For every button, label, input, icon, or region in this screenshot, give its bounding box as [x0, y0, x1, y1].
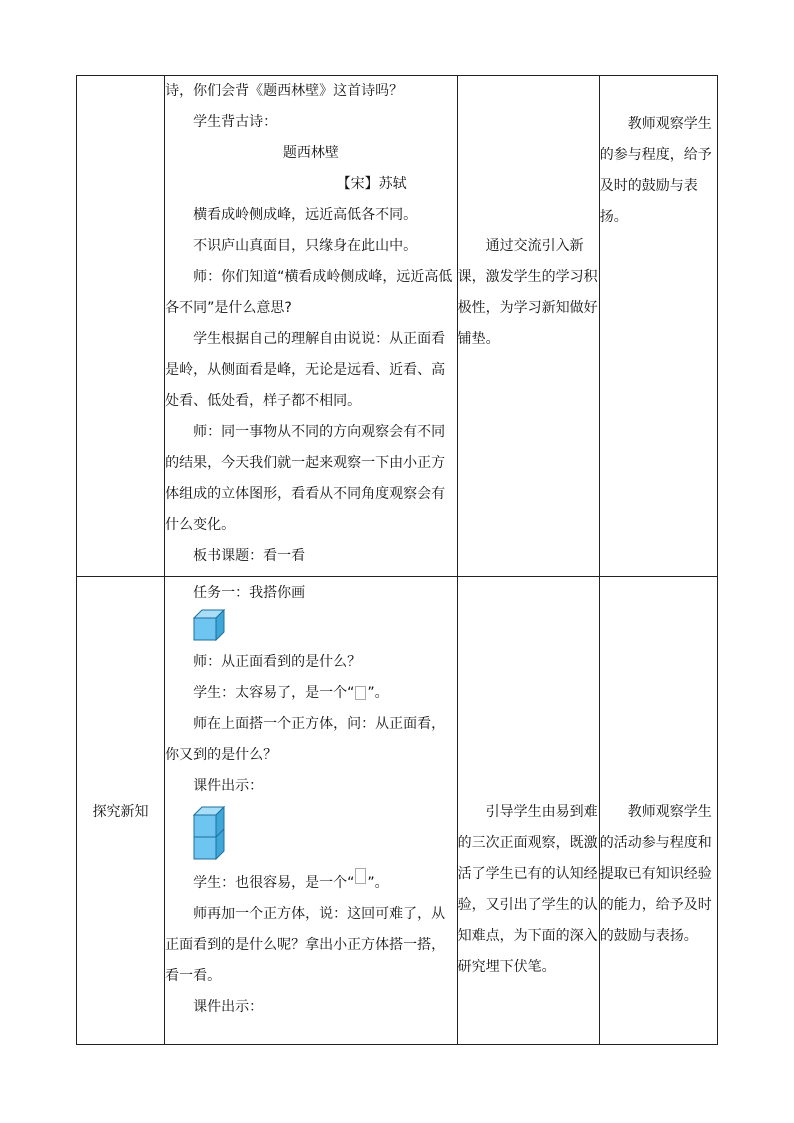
text-fragment: 学生：也很容易，是一个“: [193, 875, 355, 891]
intent-cell: [457, 76, 599, 577]
evaluation-cell: [599, 577, 717, 1045]
text-fragment: 学生：太容易了，是一个“: [193, 685, 355, 701]
square-icon: [355, 686, 366, 700]
text-fragment: ”。: [367, 875, 389, 891]
stage-cell: 探究新知: [77, 577, 165, 1045]
poem-author: 【宋】苏轼: [336, 176, 407, 192]
text-fragment: ”。: [367, 685, 389, 701]
poem-line: 横看成岭侧成峰，远近高低各不同。: [193, 207, 418, 223]
text-line: 板书课题：看一看: [193, 548, 306, 564]
text-paragraph: 师：同一事物从不同的方向观察会有不同的结果，今天我们就一起来观察一下由小正方体组成的立体图形，看看从不同角度观察会有什么变化。: [165, 424, 446, 533]
evaluation-cell: [599, 76, 717, 577]
text-line: 师：从正面看到的是什么？: [193, 654, 362, 670]
stacked-cubes-figure: [165, 802, 456, 868]
poem-title: 题西林壁: [282, 145, 339, 161]
text-line: 课件出示：: [193, 999, 264, 1015]
table-row: [77, 76, 718, 577]
stage-cell: [77, 76, 165, 577]
text-line: 课件出示：: [193, 778, 264, 794]
text-paragraph: 师再加一个正方体，说：这回可难了，从正面看到的是什么呢？拿出小正方体搭一搭，看一看。: [165, 906, 446, 984]
stacked-cubes-icon: [193, 806, 225, 860]
text-paragraph: 师在上面搭一个正方体，问：从正面看，你又到的是什么？: [165, 716, 446, 763]
text-paragraph: 引导学生由易到难的三次正面观察，既激活了学生已有的认知经验，又引出了学生的认知难点，为下面的深入研究埋下伏笔。: [457, 804, 598, 975]
text-paragraph: 通过交流引入新课，激发学生的学习积极性，为学习新知做好铺垫。: [457, 238, 598, 347]
text-line: 诗，你们会背《题西林壁》这首诗吗？: [165, 83, 404, 99]
text-line: 任务一：我搭你画: [193, 585, 306, 601]
single-cube-figure: [165, 609, 456, 647]
poem-line: 不识庐山真面目，只缘身在此山中。: [193, 238, 418, 254]
text-paragraph: 教师观察学生的活动参与程度和提取已有知识经验的能力，给予及时的鼓励与表扬。: [599, 804, 712, 944]
text-paragraph: 学生根据自己的理解自由说说：从正面看是岭，从侧面看是峰，无论是远看、近看、高处看、低处看，样子都不相同。: [165, 331, 446, 409]
text-line: [165, 678, 456, 709]
process-cell: [165, 76, 457, 577]
square-icon: [355, 868, 366, 884]
text-line: [165, 868, 456, 899]
cube-icon: [193, 609, 225, 641]
text-paragraph: 教师观察学生的参与程度，给予及时的鼓励与表扬。: [599, 116, 712, 225]
table-row: [77, 577, 718, 1045]
text-line: 学生背古诗：: [193, 114, 278, 130]
process-cell: [165, 577, 457, 1045]
lesson-plan-table: [76, 75, 718, 1045]
text-paragraph: 师：你们知道“横看成岭侧成峰，远近高低各不同”是什么意思?: [165, 269, 453, 316]
intent-cell: [457, 577, 599, 1045]
